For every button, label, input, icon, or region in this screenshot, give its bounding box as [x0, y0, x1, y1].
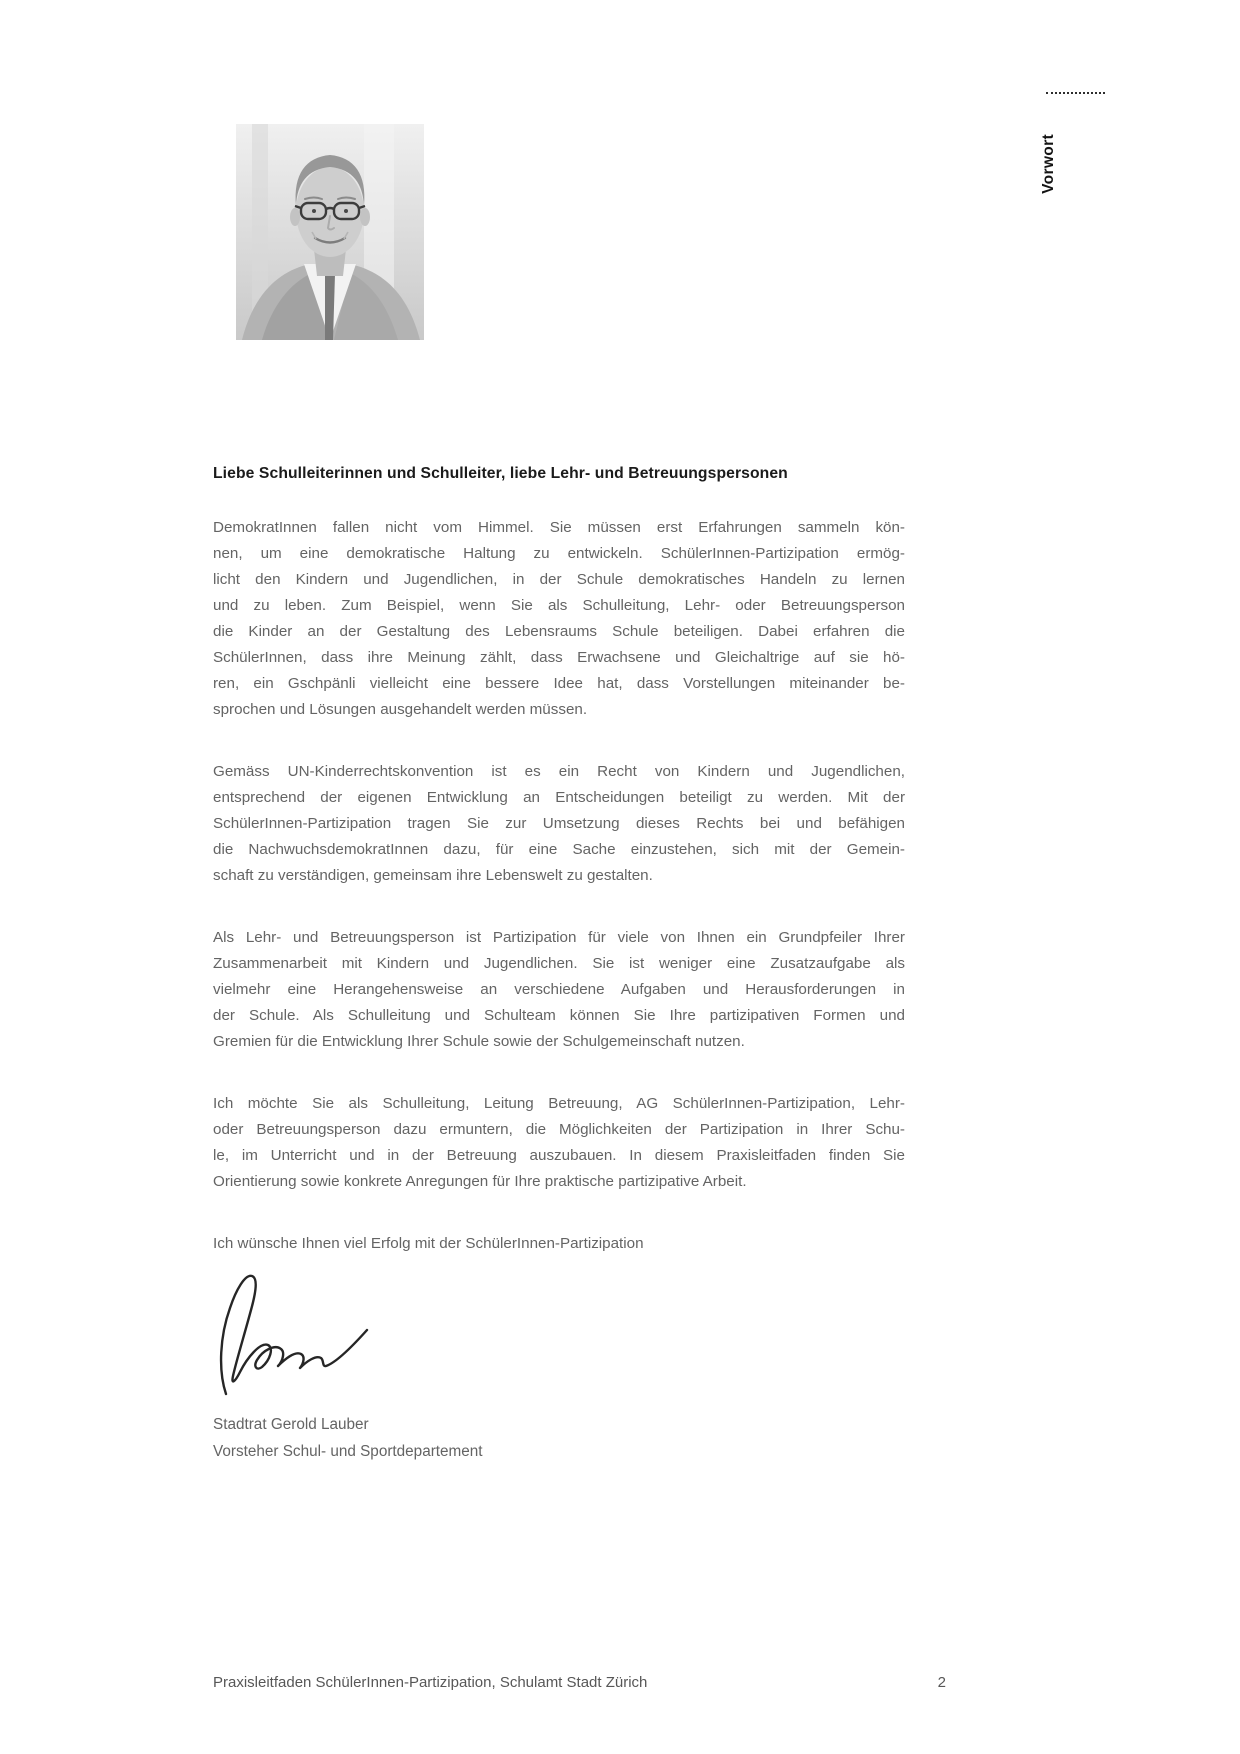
text-line: SchülerInnen, dass ihre Meinung zählt, dass Erwachsene und Gleichaltrige auf sie hö- [213, 649, 905, 666]
text-line: sprochen und Lösungen ausgehandelt werden müssen. [213, 701, 588, 718]
text-line: licht den Kindern und Jugendlichen, in der Schule demokratisches Handeln zu lernen [213, 571, 905, 588]
paragraph [213, 759, 905, 889]
text-line: Orientierung sowie konkrete Anregungen für Ihre praktische partizipative Arbeit. [213, 1173, 747, 1190]
text-line: Ich möchte Sie als Schulleitung, Leitung Betreuung, AG SchülerInnen-Partizipation, Lehr- [213, 1095, 905, 1112]
text-line: oder Betreuungsperson dazu ermuntern, die Möglichkeiten der Partizipation in Ihrer Schu- [213, 1121, 905, 1138]
paragraph [213, 1091, 905, 1195]
page-footer [213, 1674, 946, 1691]
text-line: le, im Unterricht und in der Betreuung auszubauen. In diesem Praxisleitfaden finden Sie [213, 1147, 905, 1164]
text-line: nen, um eine demokratische Haltung zu entwickeln. SchülerInnen-Partizipation ermög- [213, 545, 905, 562]
paragraph [213, 515, 905, 723]
signature-block [213, 1412, 483, 1465]
handwritten-signature [212, 1264, 384, 1398]
text-line: Zusammenarbeit mit Kindern und Jugendlichen. Sie ist weniger eine Zusatzaufgabe als [213, 955, 905, 972]
text-line: schaft zu verständigen, gemeinsam ihre Lebenswelt zu gestalten. [213, 867, 653, 884]
letter-body [213, 463, 905, 1257]
signer-title: Vorsteher Schul- und Sportdepartement [213, 1442, 483, 1460]
text-line: die NachwuchsdemokratInnen dazu, für eine Sache einzustehen, sich mit der Gemein- [213, 841, 905, 858]
signer-name: Stadtrat Gerold Lauber [213, 1416, 369, 1433]
text-line: SchülerInnen-Partizipation tragen Sie zur Umsetzung dieses Rechts bei und befähigen [213, 815, 905, 832]
text-line: Als Lehr- und Betreuungsperson ist Partizipation für viele von Ihnen ein Grundpfeiler Ihrer [213, 929, 905, 946]
paragraph [213, 925, 905, 1055]
text-line: Gremien für die Entwicklung Ihrer Schule sowie der Schulgemeinschaft nutzen. [213, 1033, 745, 1050]
chapter-marker-vorwort: Vorwort [1040, 134, 1057, 194]
letter-heading: Liebe Schulleiterinnen und Schulleiter, liebe Lehr- und Betreuungspersonen [213, 465, 788, 482]
text-line: vielmehr eine Herangehensweise an verschiedene Aufgaben und Herausforderungen in [213, 981, 905, 998]
portrait-photo [236, 124, 424, 340]
text-line: entsprechend der eigenen Entwicklung an Entscheidungen beteiligt zu werden. Mit der [213, 789, 905, 806]
page-number: 2 [937, 1674, 946, 1691]
text-line: ren, ein Gschpänli vielleicht eine bessere Idee hat, dass Vorstellungen miteinander be- [213, 675, 905, 692]
text-line: der Schule. Als Schulleitung und Schulteam können Sie Ihre partizipativen Formen und [213, 1007, 905, 1024]
text-line: und zu leben. Zum Beispiel, wenn Sie als Schulleitung, Lehr- oder Betreuungsperson [213, 597, 905, 614]
footer-document-title: Praxisleitfaden SchülerInnen-Partizipation, Schulamt Stadt Zürich [213, 1674, 648, 1691]
dotted-divider [1046, 92, 1105, 94]
text-line: DemokratInnen fallen nicht vom Himmel. Sie müssen erst Erfahrungen sammeln kön- [213, 519, 905, 536]
closing-line: Ich wünsche Ihnen viel Erfolg mit der SchülerInnen-Partizipation [213, 1235, 644, 1252]
text-line: Gemäss UN-Kinderrechtskonvention ist es ein Recht von Kindern und Jugendlichen, [213, 763, 905, 780]
text-line: die Kinder an der Gestaltung des Lebensraums Schule beteiligen. Dabei erfahren die [213, 623, 905, 640]
